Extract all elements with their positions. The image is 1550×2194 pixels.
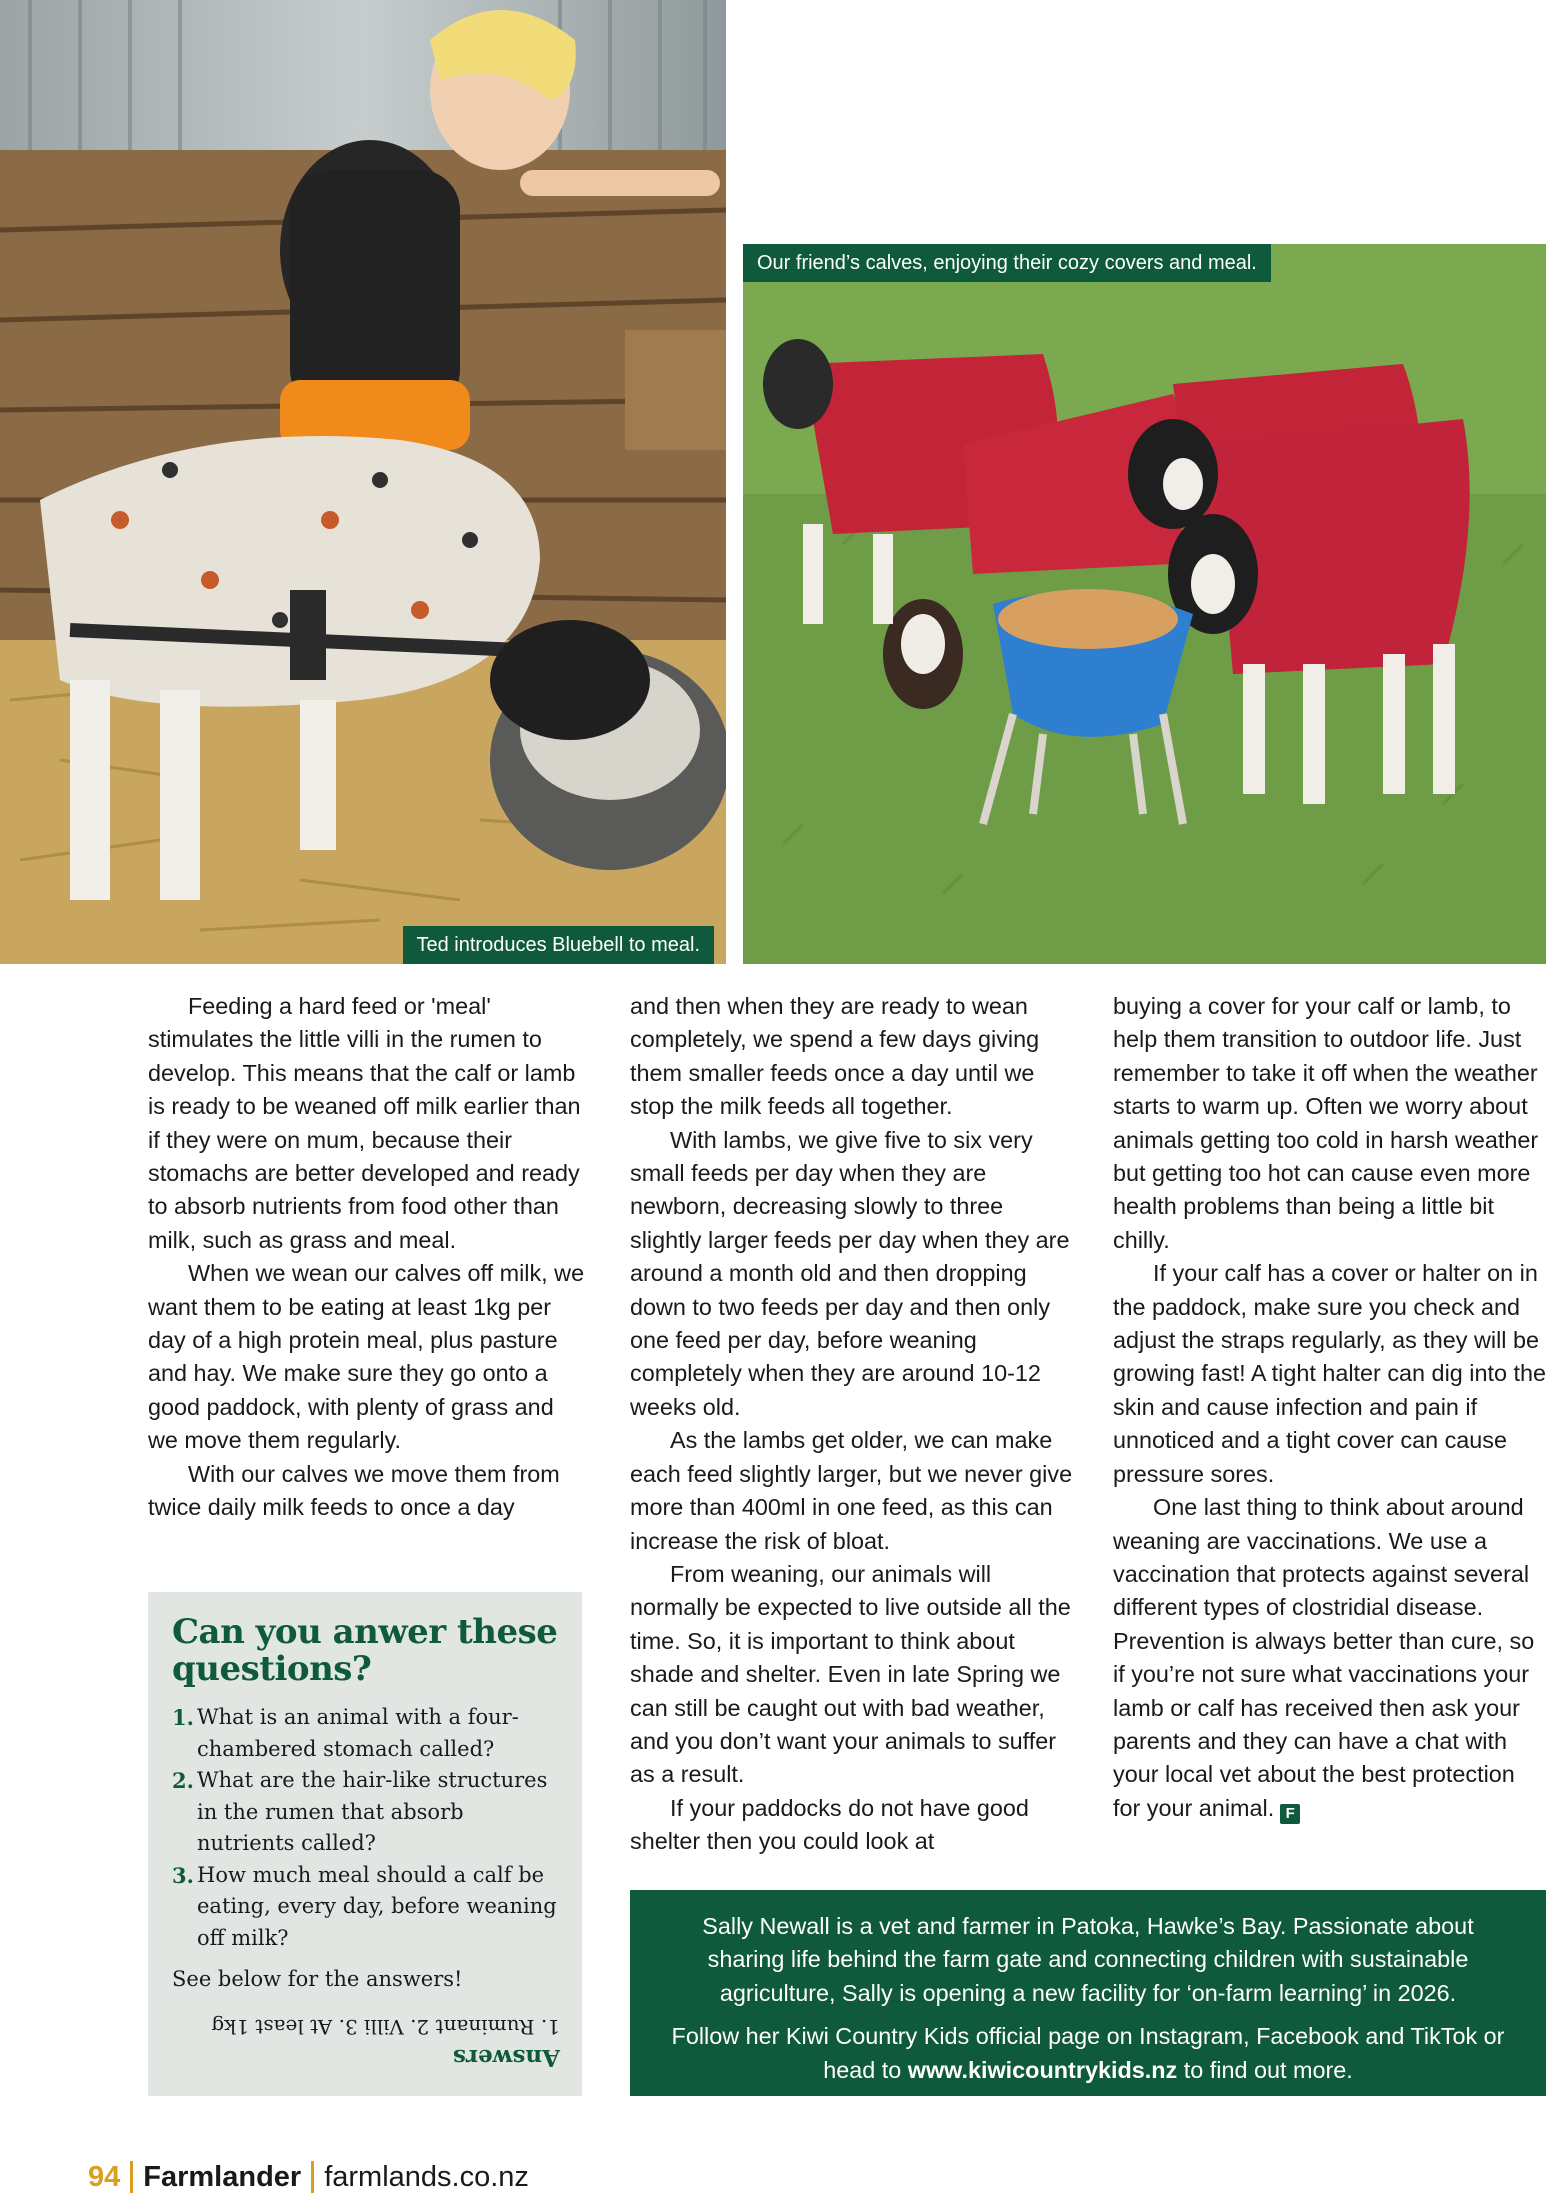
paragraph: With lambs, we give five to six very small feeds per day when they are newborn, decreasing slowly to three slightly larger feeds per day when they are around a month old and then dropping down to two feeds per day and then only one feed per day, before weaning completely when they are around 10-12 weeks old. (630, 1126, 1070, 1420)
photo-boy-with-calf-illustration (0, 0, 726, 964)
paragraph: If your calf has a cover or halter on in the paddock, make sure you check and adjust the straps regularly, as they will be growing fast! A tight halter can dig into the skin and cause infection and pain if unnoticed and a tight cover can cause pressure sores. (1113, 1260, 1546, 1487)
quiz-box (148, 1592, 582, 2096)
photo-calves-in-covers (743, 244, 1546, 964)
magazine-name: Farmlander (143, 2161, 302, 2193)
quiz-title: Can you anwer these questions? (172, 1612, 558, 1689)
paragraph (1113, 1491, 1548, 1825)
quiz-note: See below for the answers! (172, 1967, 463, 1991)
paragraph: If your paddocks do not have good shelter then you could look at (630, 1794, 1029, 1855)
bio-follow-suffix: to find out more. (1177, 2056, 1353, 2083)
question-number: 1. (172, 1705, 194, 1730)
page-footer (88, 2160, 529, 2194)
paragraph: and then when they are ready to wean completely, we spend a few days giving them smaller feeds once a day until we stop the milk feeds all together. (630, 993, 1040, 1120)
quiz-question (172, 1702, 560, 1765)
paragraph: From weaning, our animals will normally be expected to live outside all the time. So, it is important to think about shade and shelter. Even in late Spring we can still be caught out with bad weather, and you don’t want your animals to suffer as a result. (630, 1560, 1071, 1788)
photo-boy-with-calf (0, 0, 726, 964)
quiz-questions (172, 1702, 560, 1954)
quiz-question (172, 1860, 560, 1955)
question-text: What are the hair-like structures in the rumen that absorb nutrients called? (197, 1768, 548, 1855)
paragraph: buying a cover for your calf or lamb, to help them transition to outdoor life. Just remember to take it off when the weather starts to warm up. Often we worry about animals getting too cold in harsh weather but getting too hot can cause even more health problems than being a little bit chilly. (1113, 993, 1539, 1253)
bio-follow (664, 2020, 1512, 2087)
paragraph-text: One last thing to think about around weaning are vaccinations. We use a vaccination that protects against several different types of clostridial disease. Prevention is always better than cure, so if you’re not sure what vaccinations your lamb or calf has received then ask your parents and they can have a chat with your local vet about the best protection for your animal. (1113, 1494, 1535, 1821)
end-of-article-icon: F (1280, 1804, 1300, 1824)
page-number: 94 (88, 2161, 121, 2193)
paragraph: Feeding a hard feed or 'meal' stimulates the little villi in the rumen to develop. This means that the calf or lamb is ready to be weaned off milk earlier than if they were on mum, because their stomachs are better developed and ready to absorb nutrients from food other than milk, such as grass and meal. (148, 993, 581, 1253)
upside-down-answers (172, 2002, 560, 2072)
footer-divider (311, 2161, 314, 2193)
photo-calves-in-covers-illustration (743, 244, 1546, 964)
website-link[interactable]: www.kiwicountrykids.nz (907, 2056, 1178, 2083)
article-column-1 (148, 990, 588, 1525)
question-number: 3. (172, 1862, 194, 1888)
answers-text: 1. Ruminant 2. Villi 3. At least 1kg (211, 2015, 560, 2039)
answers-title: Answers (452, 2044, 560, 2071)
paragraph: With our calves we move them from twice daily milk feeds to once a day (148, 1460, 560, 1521)
paragraph: When we wean our calves off milk, we want them to be eating at least 1kg per day of a high protein meal, plus pasture and hay. We make sure they go onto a good paddock, with plenty of grass and we move them regularly. (148, 1260, 585, 1454)
quiz-question (172, 1765, 560, 1860)
bio-follow-text: Follow her Kiwi Country Kids official page on Instagram, Facebook and TikTok or head to (671, 2023, 1505, 2083)
question-text: How much meal should a calf be eating, every day, before weaning off milk? (197, 1862, 557, 1950)
question-text: What is an animal with a four-chambered stomach called? (197, 1705, 519, 1761)
footer-website[interactable]: farmlands.co.nz (324, 2161, 529, 2193)
question-number: 2. (172, 1768, 194, 1793)
author-bio-box (630, 1890, 1546, 2096)
photo-caption: Ted introduces Bluebell to meal. (403, 926, 715, 964)
paragraph: As the lambs get older, we can make each feed slightly larger, but we never give more than 400ml in one feed, as this can increase the risk of bloat. (630, 1427, 1073, 1554)
article-column-2 (630, 990, 1080, 1859)
bio-text: Sally Newall is a vet and farmer in Patoka, Hawke’s Bay. Passionate about sharing life behind the farm gate and connecting children with sustainable agriculture, Sally is opening a new facility for ‘on-farm learning’ in 2026. (702, 1913, 1474, 2006)
article-column-3 (1113, 990, 1548, 1825)
photo-caption: Our friend’s calves, enjoying their cozy covers and meal. (743, 244, 1271, 282)
footer-divider (130, 2161, 133, 2193)
